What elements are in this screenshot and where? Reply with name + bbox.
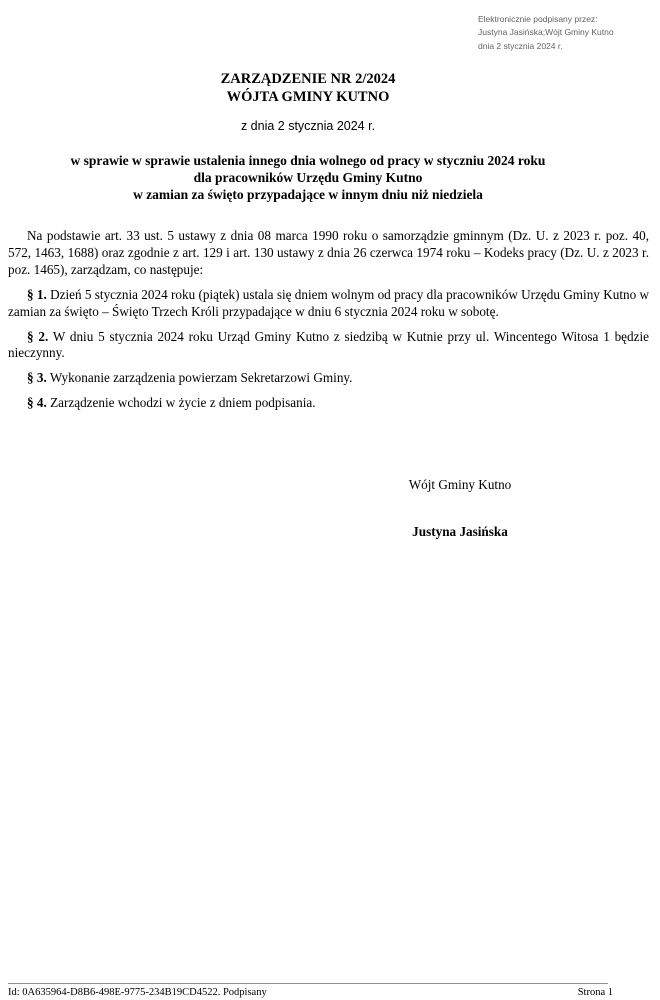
subject-line-2: dla pracowników Urzędu Gminy Kutno <box>193 170 423 186</box>
document-date: z dnia 2 stycznia 2024 r. <box>240 119 376 133</box>
page-footer <box>8 986 613 999</box>
electronic-signature-stamp <box>478 13 614 53</box>
document-subject <box>8 152 608 204</box>
section-2-number: § 2. <box>27 328 49 344</box>
document-title <box>8 71 608 106</box>
section-paragraph-4 <box>8 395 649 412</box>
section-1-number: § 1. <box>27 286 47 302</box>
footer-separator <box>8 983 608 984</box>
footer-document-id: Id: 0A635964-D8B6-498E-9775-234B19CD4522. Podpisany <box>8 987 267 998</box>
section-3-number: § 3. <box>27 370 47 386</box>
subject-line-3: w zamian za święto przypadające w innym dniu niż niedziela <box>133 187 483 203</box>
section-4-number: § 4. <box>27 395 47 411</box>
section-paragraph-2 <box>8 329 649 363</box>
esign-line-signed-by: Elektronicznie podpisany przez: <box>478 14 598 24</box>
subject-line-1: w sprawie w sprawie ustalenia innego dnia wolnego od pracy w styczniu 2024 roku <box>70 153 546 168</box>
section-paragraph-1 <box>8 287 649 321</box>
section-paragraph-3 <box>8 370 649 387</box>
section-4-text: Zarządzenie wchodzi w życie z dniem podpisania. <box>50 395 316 411</box>
signature-role: Wójt Gminy Kutno <box>408 477 512 492</box>
document-body <box>8 228 649 420</box>
signature-block <box>310 477 610 540</box>
esign-line-date: dnia 2 stycznia 2024 r. <box>478 40 563 51</box>
footer-page-number: Strona 1 <box>577 987 613 998</box>
esign-line-signer: Justyna Jasińska;Wójt Gminy Kutno <box>478 27 614 38</box>
legal-basis-paragraph: Na podstawie art. 33 ust. 5 ustawy z dnia 08 marca 1990 roku o samorządzie gminnym (Dz. U. z 2023 r. poz. 40, 572, 1463, 1688) oraz zgodnie z art. 129 i art. 130 ustawy z dnia 26 czerwca 1974 roku – Kodeks pracy (Dz. U. z 2023 r. poz. 1465), zarządzam, co następuje: <box>8 228 649 277</box>
signature-name: Justyna Jasińska <box>412 524 508 539</box>
title-number-line: ZARZĄDZENIE NR 2/2024 <box>220 71 396 87</box>
section-3-text: Wykonanie zarządzenia powierzam Sekretarzowi Gminy. <box>49 370 353 386</box>
section-1-text: Dzień 5 stycznia 2024 roku (piątek) ustala się dniem wolnym od pracy dla pracowników Urzędu Gminy Kutno w zamian za święto – Święto Trzech Króli przypadające w dniu 6 stycznia 2024 roku w sobotę. <box>8 286 650 319</box>
title-authority-line: WÓJTA GMINY KUTNO <box>226 88 390 105</box>
section-2-text: W dniu 5 stycznia 2024 roku Urząd Gminy Kutno z siedzibą w Kutnie przy ul. Wincentego Witosa 1 będzie nieczynny. <box>8 328 649 361</box>
